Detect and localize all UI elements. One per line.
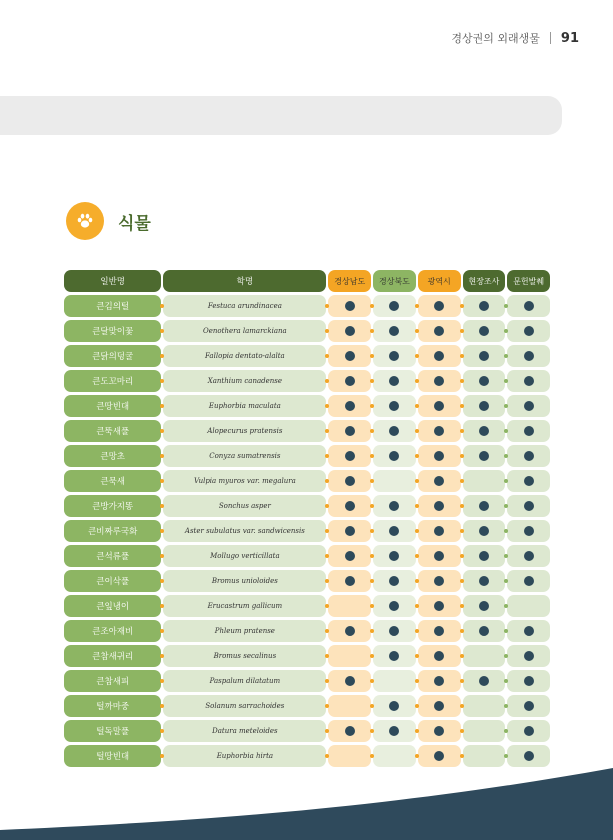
- presence-dot: [389, 701, 399, 711]
- presence-dot: [389, 326, 399, 336]
- presence-cell: [463, 320, 506, 342]
- common-name-cell: 큰달맞이꽃: [64, 320, 161, 342]
- table-row: [64, 670, 550, 692]
- presence-cell: [463, 470, 506, 492]
- presence-cell: [328, 445, 371, 467]
- common-name-cell: 큰망초: [64, 445, 161, 467]
- connector-dot: [415, 679, 419, 683]
- presence-dot: [524, 676, 534, 686]
- presence-dot: [434, 676, 444, 686]
- presence-dot: [434, 651, 444, 661]
- presence-cell: [463, 520, 506, 542]
- presence-cell: [418, 420, 461, 442]
- connector-dot: [415, 729, 419, 733]
- presence-dot: [389, 426, 399, 436]
- connector-dot: [460, 679, 464, 683]
- connector-dot: [460, 629, 464, 633]
- presence-cell: [373, 645, 416, 667]
- scientific-name-cell: Bromus unioloides: [163, 570, 326, 592]
- table-row: [64, 345, 550, 367]
- presence-cell: [373, 295, 416, 317]
- connector-dot: [460, 579, 464, 583]
- scientific-name-cell: Sonchus asper: [163, 495, 326, 517]
- presence-dot: [524, 301, 534, 311]
- presence-cell: [373, 570, 416, 592]
- scientific-name-cell: Datura meteloides: [163, 720, 326, 742]
- presence-dot: [345, 576, 355, 586]
- presence-dot: [389, 726, 399, 736]
- presence-cell: [373, 545, 416, 567]
- common-name-cell: 큰이삭풀: [64, 570, 161, 592]
- presence-dot: [434, 626, 444, 636]
- common-name-cell: 큰김의털: [64, 295, 161, 317]
- presence-cell: [373, 620, 416, 642]
- presence-cell: [328, 520, 371, 542]
- presence-cell: [507, 670, 550, 692]
- connector-dot: [415, 579, 419, 583]
- presence-cell: [373, 345, 416, 367]
- table-row: [64, 595, 550, 617]
- presence-dot: [434, 451, 444, 461]
- presence-cell: [328, 420, 371, 442]
- decorative-banner: [0, 96, 562, 135]
- table-row: [64, 295, 550, 317]
- scientific-name-cell: Fallopia dentato-alalta: [163, 345, 326, 367]
- connector-dot: [460, 529, 464, 533]
- common-name-cell: 큰닭의덩굴: [64, 345, 161, 367]
- presence-cell: [507, 395, 550, 417]
- connector-dot: [460, 479, 464, 483]
- presence-cell: [418, 720, 461, 742]
- connector-dot: [415, 379, 419, 383]
- presence-cell: [507, 545, 550, 567]
- connector-dot: [415, 454, 419, 458]
- scientific-name-cell: Conyza sumatrensis: [163, 445, 326, 467]
- connector-dot: [415, 554, 419, 558]
- presence-dot: [434, 526, 444, 536]
- connector-dot: [460, 554, 464, 558]
- connector-dot: [460, 379, 464, 383]
- table-row: [64, 720, 550, 742]
- presence-dot: [524, 726, 534, 736]
- header-title: 경상권의 외래생물: [451, 32, 540, 45]
- presence-cell: [463, 670, 506, 692]
- presence-cell: [328, 395, 371, 417]
- scientific-name-cell: Festuca arundinacea: [163, 295, 326, 317]
- common-name-cell: 큰참새피: [64, 670, 161, 692]
- table-row: [64, 570, 550, 592]
- presence-cell: [507, 470, 550, 492]
- presence-dot: [434, 726, 444, 736]
- presence-cell: [507, 320, 550, 342]
- scientific-name-cell: Aster subulatus var. sandwicensis: [163, 520, 326, 542]
- presence-cell: [418, 520, 461, 542]
- presence-dot: [434, 301, 444, 311]
- presence-cell: [418, 320, 461, 342]
- table-row: [64, 395, 550, 417]
- connector-dot: [460, 329, 464, 333]
- presence-dot: [524, 526, 534, 536]
- presence-dot: [345, 476, 355, 486]
- scientific-name-cell: Erucastrum gallicum: [163, 595, 326, 617]
- connector-dot: [415, 529, 419, 533]
- scientific-name-cell: Mollugo verticillata: [163, 545, 326, 567]
- table-row: [64, 370, 550, 392]
- presence-cell: [373, 420, 416, 442]
- presence-cell: [328, 595, 371, 617]
- presence-dot: [524, 326, 534, 336]
- section-title: 식물: [118, 214, 151, 234]
- presence-cell: [418, 470, 461, 492]
- table-row: [64, 495, 550, 517]
- presence-cell: [463, 720, 506, 742]
- column-header-field-survey: 현장조사: [463, 270, 506, 292]
- connector-dot: [415, 754, 419, 758]
- presence-cell: [418, 295, 461, 317]
- presence-dot: [434, 376, 444, 386]
- presence-cell: [507, 720, 550, 742]
- presence-dot: [479, 426, 489, 436]
- presence-cell: [373, 445, 416, 467]
- presence-cell: [463, 370, 506, 392]
- presence-dot: [479, 576, 489, 586]
- presence-dot: [524, 351, 534, 361]
- connector-dot: [460, 454, 464, 458]
- common-name-cell: 큰묵새: [64, 470, 161, 492]
- table-row: [64, 470, 550, 492]
- presence-dot: [345, 451, 355, 461]
- presence-cell: [463, 445, 506, 467]
- presence-dot: [389, 376, 399, 386]
- presence-cell: [418, 370, 461, 392]
- table-row: [64, 420, 550, 442]
- presence-dot: [434, 576, 444, 586]
- common-name-cell: 큰조아재비: [64, 620, 161, 642]
- header-separator: [550, 32, 551, 44]
- presence-cell: [463, 495, 506, 517]
- presence-dot: [389, 601, 399, 611]
- presence-cell: [328, 720, 371, 742]
- common-name-cell: 큰땅빈대: [64, 395, 161, 417]
- presence-dot: [389, 626, 399, 636]
- presence-dot: [479, 326, 489, 336]
- presence-dot: [434, 701, 444, 711]
- presence-dot: [524, 551, 534, 561]
- presence-dot: [345, 401, 355, 411]
- presence-dot: [389, 576, 399, 586]
- presence-cell: [418, 595, 461, 617]
- presence-cell: [418, 545, 461, 567]
- common-name-cell: 털까마중: [64, 695, 161, 717]
- presence-cell: [328, 495, 371, 517]
- scientific-name-cell: Phleum pratense: [163, 620, 326, 642]
- presence-dot: [345, 501, 355, 511]
- connector-dot: [460, 304, 464, 308]
- presence-cell: [373, 520, 416, 542]
- connector-dot: [415, 504, 419, 508]
- connector-dot: [460, 404, 464, 408]
- presence-dot: [434, 351, 444, 361]
- common-name-cell: 큰뚝새풀: [64, 420, 161, 442]
- table-row: [64, 320, 550, 342]
- scientific-name-cell: Euphorbia hirta: [163, 745, 326, 767]
- presence-dot: [389, 651, 399, 661]
- common-name-cell: 큰비짜루국화: [64, 520, 161, 542]
- presence-cell: [418, 670, 461, 692]
- presence-cell: [507, 295, 550, 317]
- presence-dot: [479, 301, 489, 311]
- connector-dot: [415, 629, 419, 633]
- presence-cell: [463, 645, 506, 667]
- presence-dot: [345, 526, 355, 536]
- scientific-name-cell: Solanum sarrachoides: [163, 695, 326, 717]
- connector-dot: [460, 754, 464, 758]
- presence-cell: [463, 295, 506, 317]
- presence-cell: [463, 570, 506, 592]
- presence-dot: [434, 476, 444, 486]
- presence-cell: [507, 495, 550, 517]
- presence-cell: [373, 695, 416, 717]
- presence-dot: [434, 501, 444, 511]
- paw-icon: [66, 202, 104, 240]
- presence-cell: [507, 620, 550, 642]
- presence-cell: [507, 370, 550, 392]
- common-name-cell: 큰참새귀리: [64, 645, 161, 667]
- presence-cell: [418, 620, 461, 642]
- presence-cell: [418, 570, 461, 592]
- presence-dot: [345, 676, 355, 686]
- presence-cell: [507, 570, 550, 592]
- presence-cell: [328, 320, 371, 342]
- presence-cell: [463, 395, 506, 417]
- presence-dot: [479, 626, 489, 636]
- connector-dot: [415, 704, 419, 708]
- connector-dot: [415, 479, 419, 483]
- footer-wave: [0, 760, 613, 840]
- presence-dot: [479, 601, 489, 611]
- scientific-name-cell: Alopecurus pratensis: [163, 420, 326, 442]
- presence-dot: [345, 326, 355, 336]
- common-name-cell: 털땅빈대: [64, 745, 161, 767]
- scientific-name-cell: Oenothera lamarckiana: [163, 320, 326, 342]
- presence-cell: [418, 395, 461, 417]
- presence-cell: [328, 545, 371, 567]
- presence-cell: [328, 295, 371, 317]
- presence-dot: [389, 451, 399, 461]
- presence-cell: [373, 495, 416, 517]
- presence-cell: [328, 645, 371, 667]
- table-row: [64, 620, 550, 642]
- presence-dot: [434, 601, 444, 611]
- presence-dot: [389, 501, 399, 511]
- column-header-metro-city: 광역시: [418, 270, 461, 292]
- presence-dot: [389, 401, 399, 411]
- presence-dot: [434, 401, 444, 411]
- presence-cell: [328, 570, 371, 592]
- presence-cell: [507, 645, 550, 667]
- connector-dot: [415, 304, 419, 308]
- species-table: [64, 270, 550, 770]
- column-header-literature: 문헌발췌: [507, 270, 550, 292]
- column-header-scientific-name: 학명: [163, 270, 326, 292]
- presence-cell: [507, 595, 550, 617]
- connector-dot: [460, 704, 464, 708]
- presence-dot: [389, 301, 399, 311]
- presence-cell: [328, 620, 371, 642]
- presence-cell: [373, 595, 416, 617]
- presence-dot: [479, 501, 489, 511]
- presence-dot: [345, 551, 355, 561]
- presence-cell: [507, 345, 550, 367]
- common-name-cell: 큰방가지똥: [64, 495, 161, 517]
- presence-dot: [479, 676, 489, 686]
- presence-dot: [524, 626, 534, 636]
- table-row: [64, 445, 550, 467]
- presence-dot: [479, 376, 489, 386]
- presence-cell: [463, 545, 506, 567]
- presence-dot: [524, 576, 534, 586]
- presence-dot: [524, 426, 534, 436]
- scientific-name-cell: Euphorbia maculata: [163, 395, 326, 417]
- presence-cell: [328, 345, 371, 367]
- connector-dot: [415, 604, 419, 608]
- common-name-cell: 큰도꼬마리: [64, 370, 161, 392]
- presence-cell: [463, 695, 506, 717]
- connector-dot: [415, 354, 419, 358]
- connector-dot: [460, 604, 464, 608]
- presence-cell: [373, 670, 416, 692]
- scientific-name-cell: Xanthium canadense: [163, 370, 326, 392]
- presence-cell: [373, 370, 416, 392]
- presence-cell: [328, 370, 371, 392]
- common-name-cell: 큰석류풀: [64, 545, 161, 567]
- presence-cell: [418, 695, 461, 717]
- connector-dot: [460, 654, 464, 658]
- connector-dot: [415, 654, 419, 658]
- presence-cell: [463, 420, 506, 442]
- presence-dot: [345, 301, 355, 311]
- presence-dot: [524, 451, 534, 461]
- scientific-name-cell: Paspalum dilatatum: [163, 670, 326, 692]
- presence-dot: [479, 526, 489, 536]
- presence-cell: [463, 345, 506, 367]
- table-row: [64, 645, 550, 667]
- presence-cell: [328, 695, 371, 717]
- presence-dot: [524, 501, 534, 511]
- presence-cell: [507, 420, 550, 442]
- scientific-name-cell: Vulpia myuros var. megalura: [163, 470, 326, 492]
- table-row: [64, 545, 550, 567]
- column-header-gyeongnam: 경상남도: [328, 270, 371, 292]
- presence-dot: [345, 351, 355, 361]
- presence-dot: [434, 426, 444, 436]
- presence-cell: [463, 595, 506, 617]
- table-body: [64, 295, 550, 767]
- column-header-common-name: 일반명: [64, 270, 161, 292]
- page-header: [451, 30, 579, 46]
- common-name-cell: 털독말풀: [64, 720, 161, 742]
- presence-dot: [479, 551, 489, 561]
- presence-dot: [389, 351, 399, 361]
- connector-dot: [460, 429, 464, 433]
- presence-cell: [373, 320, 416, 342]
- connector-dot: [415, 329, 419, 333]
- presence-cell: [507, 695, 550, 717]
- presence-dot: [479, 351, 489, 361]
- presence-dot: [345, 626, 355, 636]
- presence-cell: [507, 445, 550, 467]
- presence-dot: [524, 651, 534, 661]
- presence-dot: [434, 551, 444, 561]
- presence-dot: [389, 526, 399, 536]
- page-number: 91: [560, 30, 579, 46]
- table-header-row: [64, 270, 550, 292]
- presence-dot: [345, 426, 355, 436]
- presence-cell: [418, 445, 461, 467]
- presence-cell: [373, 395, 416, 417]
- presence-cell: [418, 345, 461, 367]
- presence-cell: [328, 670, 371, 692]
- connector-dot: [415, 404, 419, 408]
- presence-cell: [418, 495, 461, 517]
- presence-cell: [328, 470, 371, 492]
- table-row: [64, 695, 550, 717]
- scientific-name-cell: Bromus secalinus: [163, 645, 326, 667]
- presence-dot: [389, 551, 399, 561]
- presence-dot: [434, 326, 444, 336]
- connector-dot: [460, 504, 464, 508]
- presence-dot: [479, 401, 489, 411]
- presence-dot: [524, 401, 534, 411]
- presence-dot: [524, 701, 534, 711]
- presence-cell: [418, 645, 461, 667]
- column-header-gyeongbuk: 경상북도: [373, 270, 416, 292]
- presence-dot: [524, 376, 534, 386]
- presence-cell: [373, 470, 416, 492]
- connector-dot: [460, 729, 464, 733]
- common-name-cell: 큰잎냉이: [64, 595, 161, 617]
- presence-cell: [373, 720, 416, 742]
- presence-dot: [345, 726, 355, 736]
- presence-cell: [463, 620, 506, 642]
- presence-dot: [345, 376, 355, 386]
- presence-dot: [524, 476, 534, 486]
- presence-dot: [479, 451, 489, 461]
- connector-dot: [460, 354, 464, 358]
- connector-dot: [415, 429, 419, 433]
- presence-cell: [507, 520, 550, 542]
- table-row: [64, 520, 550, 542]
